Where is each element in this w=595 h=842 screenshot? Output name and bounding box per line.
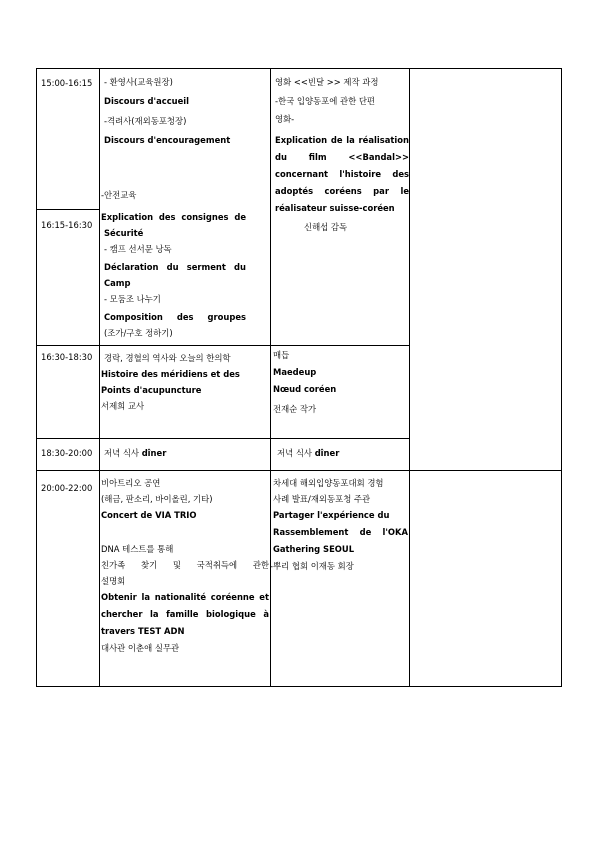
session-line: 영화 <<빈달 >> 제작 과정 (275, 77, 379, 87)
session-line: DNA 테스트를 통해 (101, 544, 174, 554)
session-line: 비아트리오 공연 (101, 478, 161, 488)
table-border-left (36, 68, 37, 687)
session-cell (275, 76, 409, 235)
session-cell (101, 350, 269, 414)
session-line: Camp (104, 278, 131, 288)
time-label: 16:15-16:30 (41, 220, 93, 230)
session-line: 신해섭 감독 (304, 222, 348, 233)
session-cell (273, 347, 407, 418)
session-cell (101, 475, 269, 656)
session-line: 경락, 경혈의 역사와 오늘의 한의학 (104, 353, 231, 363)
session-line: 영화- (275, 113, 295, 124)
column-divider (99, 68, 100, 687)
table-border-right (561, 68, 562, 687)
time-cell (41, 77, 92, 90)
time-cell (41, 447, 92, 460)
session-line: Obtenir la nationalité coréenne et (101, 592, 269, 602)
column-divider (409, 68, 410, 687)
session-line: Rassemblement de l'OKA (273, 527, 408, 537)
session-line: - 캠프 선서문 낭독 (104, 244, 172, 254)
row-divider (36, 470, 562, 471)
session-line: Concert de VIA TRIO (101, 510, 197, 520)
session-line: Nœud coréen (273, 384, 337, 394)
session-line: Explication de la réalisation (275, 135, 409, 146)
session-line: dîner (314, 448, 340, 458)
time-label: 16:30-18:30 (41, 352, 93, 362)
time-label: 18:30-20:00 (41, 448, 93, 458)
session-line: 대사관 이춘애 실무관 (101, 643, 180, 653)
session-line: travers TEST ADN (101, 626, 185, 636)
session-line: dîner (141, 448, 167, 458)
session-line: 서제희 교사 (101, 401, 145, 411)
session-line: -격려사(재외동포청장) (104, 115, 187, 126)
time-label: 20:00-22:00 (41, 483, 93, 493)
session-line: Sécurité (104, 228, 144, 238)
session-cell (101, 76, 266, 200)
row-divider (36, 209, 100, 210)
session-line: Points d'acupuncture (101, 385, 202, 395)
column-divider (270, 68, 271, 687)
session-line: Discours d'encouragement (104, 135, 231, 146)
session-line: (조가/구호 정하기) (104, 328, 173, 338)
session-line: 차세대 해외입양동포대회 경험 (273, 478, 384, 488)
session-line: 저녁 식사 (277, 448, 315, 458)
session-line: (해금, 판소리, 바이올린, 기타) (101, 494, 213, 504)
session-line: 매듭 (273, 350, 290, 360)
table-border-top (36, 68, 562, 69)
session-line: Maedeup (273, 367, 317, 377)
session-line: Explication des consignes de (101, 212, 246, 222)
session-line: 친가족 찾기 및 국적취득에 관한 (101, 560, 269, 570)
session-line: - 환영사(교육원장) (104, 77, 173, 87)
session-line: Déclaration du serment du (104, 262, 246, 272)
row-divider (36, 438, 410, 439)
session-cell (104, 447, 264, 460)
session-line: -한국 입양동포에 관한 단편 (275, 96, 376, 107)
table-border-bottom (36, 686, 562, 687)
time-cell (41, 219, 92, 232)
session-line: réalisateur suisse-coréen (275, 203, 395, 214)
session-line: -뿌리 협회 이재동 회장 (270, 561, 354, 571)
session-line: concernant l'histoire des (275, 169, 409, 180)
session-line: chercher la famille biologique à (101, 609, 269, 619)
session-line: -안전교육 (101, 190, 137, 200)
time-cell (41, 482, 92, 495)
time-cell (41, 351, 92, 364)
session-line: Composition des groupes (104, 312, 246, 322)
session-line: du film <<Bandal>> (275, 152, 409, 163)
session-cell (270, 475, 408, 574)
session-line: 저녁 식사 (104, 448, 142, 458)
session-line: adoptés coréens par le (275, 186, 409, 197)
time-label: 15:00-16:15 (41, 78, 93, 88)
session-line: Partager l'expérience du (273, 510, 390, 520)
session-line: - 모둠조 나누기 (104, 294, 161, 304)
session-line: 사례 발표/재외동포청 주관 (273, 494, 371, 504)
session-line: Gathering SEOUL (273, 544, 355, 554)
session-cell (101, 209, 246, 341)
session-cell (277, 447, 407, 460)
session-line: 설명회 (101, 576, 126, 586)
session-line: Discours d'accueil (104, 96, 190, 107)
session-line: Histoire des méridiens et des (101, 369, 240, 379)
row-divider (36, 345, 410, 346)
session-line: 전재순 작가 (273, 404, 317, 414)
